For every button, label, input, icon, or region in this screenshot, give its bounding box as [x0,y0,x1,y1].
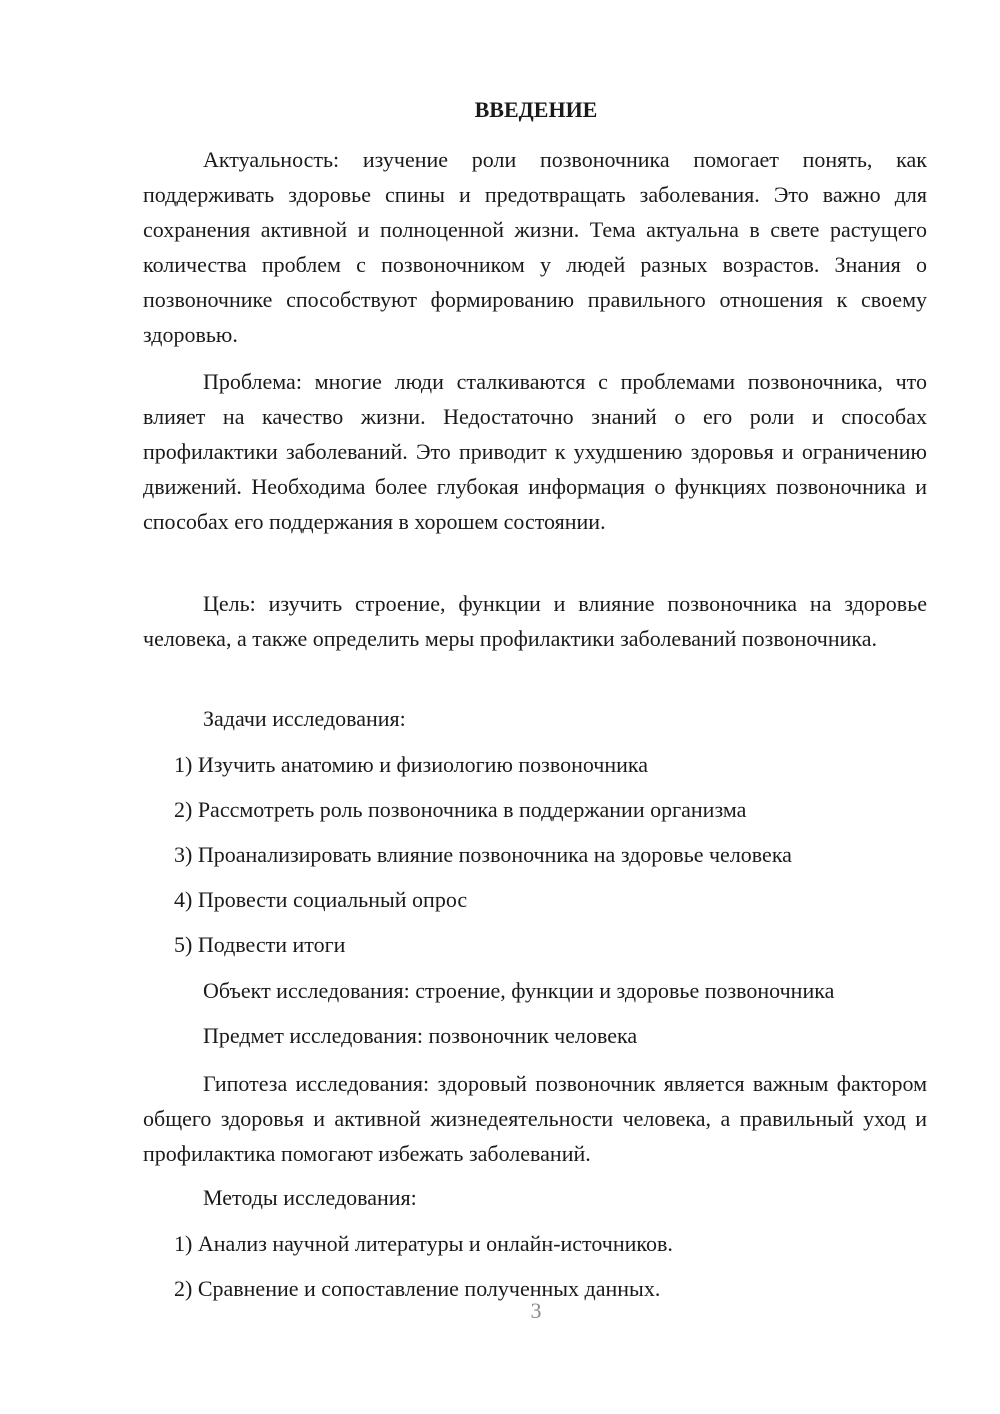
task-item: 1) Изучить анатомию и физиологию позвоночника [174,752,649,777]
method-item: 2) Сравнение и сопоставление полученных данных. [174,1276,661,1301]
hypothesis-paragraph: Гипотеза исследования: здоровый позвоночник является важным фактором общего здоровья и активной жизнедеятельности человека, а правильный уход и профилактика помогают избежать заболеваний. [143,1071,927,1166]
method-item: 1) Анализ научной литературы и онлайн-источников. [174,1231,673,1256]
task-item: 5) Подвести итоги [174,932,346,957]
tasks-heading: Задачи исследования: [203,706,406,731]
task-item: 3) Проанализировать влияние позвоночника на здоровье человека [174,842,792,867]
task-item: 2) Рассмотреть роль позвоночника в поддержании организма [174,797,747,822]
relevance-paragraph: Актуальность: изучение роли позвоночника помогает понять, как поддерживать здоровье спины и предотвращать заболевания. Это важно для сохранения активной и полноценной жизни. Тема актуальна в свете растущего количества проблем с позвоночником у людей разных возрастов. Знания о позвоночнике способствуют формированию правильного отношения к своему здоровью. [143,147,927,347]
problem-paragraph: Проблема: многие люди сталкиваются с проблемами позвоночника, что влияет на качество жизни. Недостаточно знаний о его роли и способах профилактики заболеваний. Это приводит к ухудшению здоровья и ограничению движений. Необходима более глубокая информация о функциях позвоночника и способах его поддержания в хорошем состоянии. [143,369,927,534]
page-number: 3 [530,1298,542,1323]
methods-heading: Методы исследования: [203,1185,417,1210]
goal-paragraph: Цель: изучить строение, функции и влияние позвоночника на здоровье человека, а также определить меры профилактики заболеваний позвоночника. [143,591,927,651]
subject-line: Предмет исследования: позвоночник человека [203,1023,638,1048]
task-item: 4) Провести социальный опрос [174,887,468,912]
object-line: Объект исследования: строение, функции и здоровье позвоночника [203,978,835,1003]
section-title: ВВЕДЕНИЕ [474,97,598,122]
